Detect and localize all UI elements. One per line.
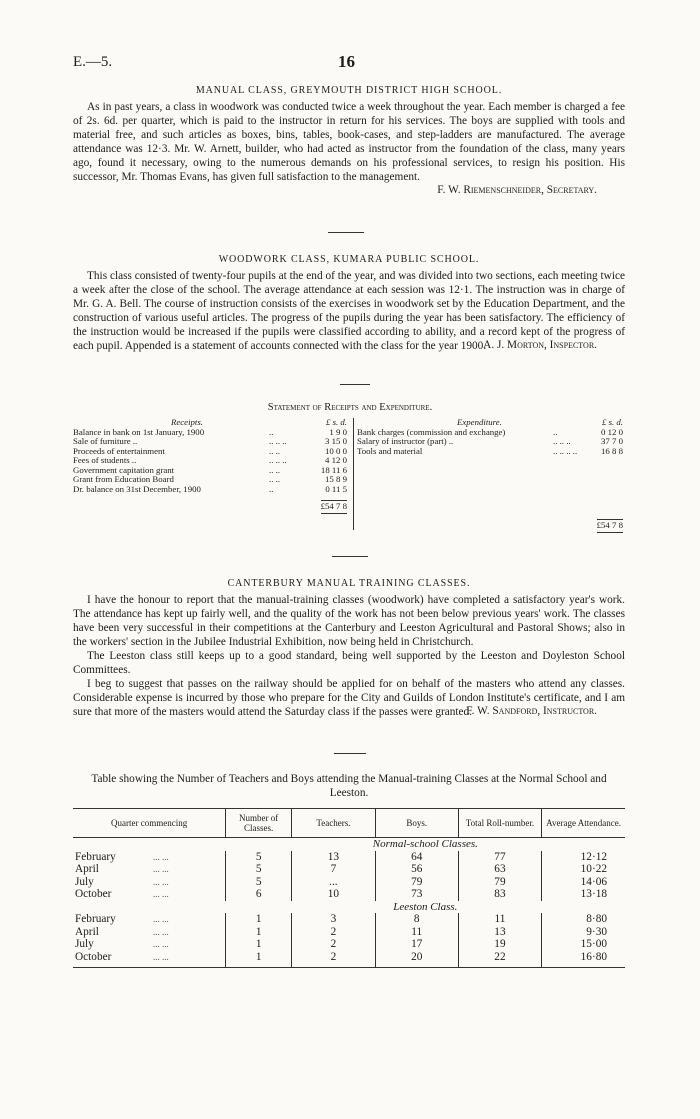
boys-cell: 79 xyxy=(375,876,458,889)
table-row xyxy=(73,926,625,939)
roll-cell: 77 xyxy=(458,851,541,864)
roll-cell: 22 xyxy=(458,951,541,968)
teachers-cell: 2 xyxy=(292,951,376,968)
signature: A. J. Morton, Inspector. xyxy=(483,339,597,351)
avg-cell: 10·22 xyxy=(542,863,625,876)
roll-cell: 63 xyxy=(458,863,541,876)
quarter-name: April xyxy=(75,863,99,875)
statement-item-amount: 1 9 0 xyxy=(329,426,347,437)
group-heading: Normal-school Classes. xyxy=(372,838,478,850)
leader-dots: .. .. .. xyxy=(269,436,287,446)
roll-cell: 13 xyxy=(458,926,541,939)
statement-item-amount: 10 0 0 xyxy=(325,445,347,456)
statement-item-amount: 4 12 0 xyxy=(325,455,347,465)
receipts-heading: Receipts. xyxy=(171,417,203,427)
signature: F. W. Sandford, Instructor. xyxy=(466,705,597,717)
boys-cell: 17 xyxy=(375,938,458,951)
section-divider xyxy=(340,384,370,385)
expenditure-heading: Expenditure. xyxy=(457,417,502,427)
spacer-cell xyxy=(73,901,226,914)
quarter-name: October xyxy=(75,888,112,900)
quarter-cell xyxy=(73,876,226,889)
leader-dots: ... ... xyxy=(153,889,169,899)
column-header: Number of Classes. xyxy=(226,809,292,838)
quarter-name: April xyxy=(75,925,99,938)
statement-item-label: Fees of students .. xyxy=(73,455,137,465)
table-row xyxy=(73,888,625,901)
statement-item-label: Proceeds of entertainment xyxy=(73,445,165,456)
leader-dots: ... ... xyxy=(153,939,169,949)
classes-cell: 5 xyxy=(226,863,292,876)
roll-cell: 79 xyxy=(458,876,541,889)
roll-cell: 11 xyxy=(458,913,541,926)
quarter-name: October xyxy=(75,950,112,963)
table-row xyxy=(73,938,625,951)
column-header: Average Attendance. xyxy=(542,809,625,838)
classes-cell: 1 xyxy=(226,938,292,951)
group-heading: Leeston Class. xyxy=(393,900,458,913)
statement-item-label: Tools and material xyxy=(357,445,423,456)
section-title: CANTERBURY MANUAL TRAINING CLASSES. xyxy=(227,578,471,589)
table-row xyxy=(73,951,625,968)
canterbury-section xyxy=(73,578,625,719)
leader-dots: ... ... xyxy=(153,951,169,962)
boys-cell: 11 xyxy=(375,926,458,939)
statement-item-amount: 0 11 5 xyxy=(325,483,347,494)
currency-header: £ s. d. xyxy=(325,417,347,427)
classes-cell: 5 xyxy=(226,876,292,889)
teachers-cell: 3 xyxy=(292,913,376,926)
leader-dots: .. .. xyxy=(269,464,280,475)
section-paragraph: The Leeston class still keeps up to a good standard, being well supported by the Leeston and Doyleston School Committees. xyxy=(73,650,625,676)
classes-cell: 1 xyxy=(226,926,292,939)
leader-dots: .. .. xyxy=(269,474,280,484)
column-header: Total Roll-number. xyxy=(458,809,541,838)
teachers-cell: 2 xyxy=(292,938,376,951)
avg-cell: 13·18 xyxy=(542,888,625,901)
teachers-cell: 13 xyxy=(292,851,376,864)
statement-item-amount: 37 7 0 xyxy=(601,436,623,446)
attendance-table xyxy=(73,808,625,968)
table-row xyxy=(73,863,625,876)
statement-item-label: Grant from Education Board xyxy=(73,474,174,484)
quarter-cell xyxy=(73,863,226,876)
column-header: Quarter commencing xyxy=(73,809,226,838)
group-heading-row xyxy=(73,901,625,914)
quarter-cell xyxy=(73,951,226,968)
quarter-name: July xyxy=(75,938,94,950)
statement-item-label: Bank charges (commission and exchange) xyxy=(357,426,506,437)
avg-cell: 16·80 xyxy=(542,951,625,968)
boys-cell: 73 xyxy=(375,888,458,901)
avg-cell: 9·30 xyxy=(542,926,625,939)
section-divider xyxy=(328,232,364,233)
statement-row xyxy=(73,485,349,495)
kumara-section xyxy=(73,254,625,353)
section-divider xyxy=(332,556,368,557)
leader-dots: .. xyxy=(269,426,274,437)
document-reference: E.—5. xyxy=(73,54,113,70)
section-title: WOODWORK CLASS, KUMARA PUBLIC SCHOOL. xyxy=(218,254,480,265)
boys-cell: 20 xyxy=(375,951,458,968)
statement-item-label: Sale of furniture .. xyxy=(73,436,138,446)
section-paragraph: This class consisted of twenty-four pupils at the end of the year, and was divided into two sections, each meeting twice a week after the close of the school. The average attendance at each session was 12·1. The instruction was in charge of Mr. G. A. Bell. The course of instruction consists of the exercises in woodwork set by the Education Department, and the construction of various useful articles. The progress of the pupils during the year has been satisfactory. The efficiency of the instruction would be increased if the pupils were classified according to ability, and a record kept of the progress of each pupil. Appended is a statement of accounts connected with the class for the year 1900. xyxy=(73,270,625,352)
quarter-name: July xyxy=(75,875,94,888)
classes-cell: 1 xyxy=(226,913,292,926)
column-header: Teachers. xyxy=(292,809,376,838)
page-number: 16 xyxy=(338,52,355,71)
signature: F. W. Riemenschneider, Secretary. xyxy=(437,184,597,196)
leader-dots: .. .. xyxy=(269,445,280,456)
leader-dots: ... ... xyxy=(153,914,169,924)
table-row xyxy=(73,913,625,926)
receipts-total: £54 7 8 xyxy=(321,500,347,514)
table-caption: Table showing the Number of Teachers and Boys attending the Manual-training Classes at the Normal School and Leeston. xyxy=(91,773,607,799)
quarter-cell xyxy=(73,938,226,951)
avg-cell: 12·12 xyxy=(542,851,625,864)
quarter-name: February xyxy=(75,913,116,925)
boys-cell: 64 xyxy=(375,851,458,864)
quarter-cell xyxy=(73,888,226,901)
group-heading-row xyxy=(73,838,625,851)
boys-cell: 8 xyxy=(375,913,458,926)
greymouth-section xyxy=(73,85,625,198)
statement-item-amount: 15 8 9 xyxy=(325,474,347,484)
statement-item-amount: 16 8 8 xyxy=(601,445,623,456)
statement-item-label: Balance in bank on 1st January, 1900 xyxy=(73,426,205,437)
avg-cell: 15·00 xyxy=(542,938,625,951)
roll-cell: 83 xyxy=(458,888,541,901)
leader-dots: .. xyxy=(553,426,558,437)
leader-dots: ... ... xyxy=(153,851,169,862)
statement-item-label: Government capitation grant xyxy=(73,464,175,475)
quarter-name: February xyxy=(75,850,116,863)
statement-item-amount: 0 12 0 xyxy=(601,426,623,437)
statement-row xyxy=(357,447,625,457)
section-paragraph: As in past years, a class in woodwork was conducted twice a week throughout the year. Each member is charged a fee of 2s. 6d. per quarter, which is paid to the instructor in return for his services. The boys are supplied with tools and material free, and such articles as boxes, bins, tables, book-cases, and step-ladders are manufactured. The average attendance was 12·3. Mr. W. Arnett, builder, who had acted as instructor from the foundation of the class, many years ago, found it necessary, owing to the numerous demands on his professional services, to resign his position. His successor, Mr. Thomas Evans, has given full satisfaction to the management. xyxy=(73,101,625,183)
teachers-cell: 7 xyxy=(292,863,376,876)
leader-dots: ... ... xyxy=(153,876,169,887)
statement-item-label: Dr. balance on 31st December, 1900 xyxy=(73,483,201,494)
statement-title: Statement of Receipts and Expenditure. xyxy=(267,402,433,413)
statement-item-label: Salary of instructor (part) .. xyxy=(357,436,454,446)
quarter-cell xyxy=(73,926,226,939)
spacer-cell xyxy=(73,838,226,851)
quarter-cell xyxy=(73,913,226,926)
column-header: Boys. xyxy=(375,809,458,838)
teachers-cell: 10 xyxy=(292,888,376,901)
expenditure-column xyxy=(357,418,625,530)
section-title: MANUAL CLASS, GREYMOUTH DISTRICT HIGH SCHOOL. xyxy=(195,85,503,96)
statement-item-amount: 3 15 0 xyxy=(325,436,347,446)
expenditure-total: £54 7 8 xyxy=(597,519,623,533)
teachers-cell: 2 xyxy=(292,926,376,939)
leader-dots: .. .. .. xyxy=(269,455,287,465)
roll-cell: 19 xyxy=(458,938,541,951)
teachers-cell: ... xyxy=(292,876,376,889)
classes-cell: 6 xyxy=(226,888,292,901)
leader-dots: ... ... xyxy=(153,926,169,937)
leader-dots: .. .. .. .. xyxy=(553,445,578,456)
classes-cell: 5 xyxy=(226,851,292,864)
section-paragraph: I have the honour to report that the manual-training classes (woodwork) have completed a satisfactory year's work. The attendance has kept up fairly well, and the quality of the work has not been below previous years' work. The classes have been very successful in their competitions at the Canterbury and Leeston Agricultural and Pastoral Shows; also in the workers' section in the Jubilee Industrial Exhibition, now being held in Christchurch. xyxy=(73,594,625,648)
section-divider xyxy=(334,753,366,754)
classes-cell: 1 xyxy=(226,951,292,968)
currency-header: £ s. d. xyxy=(601,417,623,427)
quarter-cell xyxy=(73,851,226,864)
column-divider xyxy=(353,418,354,530)
table-row xyxy=(73,851,625,864)
avg-cell: 14·06 xyxy=(542,876,625,889)
receipts-column xyxy=(73,418,349,511)
avg-cell: 8·80 xyxy=(542,913,625,926)
leader-dots: .. xyxy=(269,483,274,494)
statement-item-amount: 18 11 6 xyxy=(320,464,347,475)
leader-dots: ... ... xyxy=(153,864,169,874)
boys-cell: 56 xyxy=(375,863,458,876)
table-row xyxy=(73,876,625,889)
section-paragraph: I beg to suggest that passes on the railway should be applied for on behalf of the masters who attend any classes. Considerable expense is incurred by those who prepare for the City and Guilds of London Institute's certificate, and I am sure that more of the masters would attend the Saturday class if the passes were granted. xyxy=(73,678,625,718)
leader-dots: .. .. .. xyxy=(553,436,571,446)
